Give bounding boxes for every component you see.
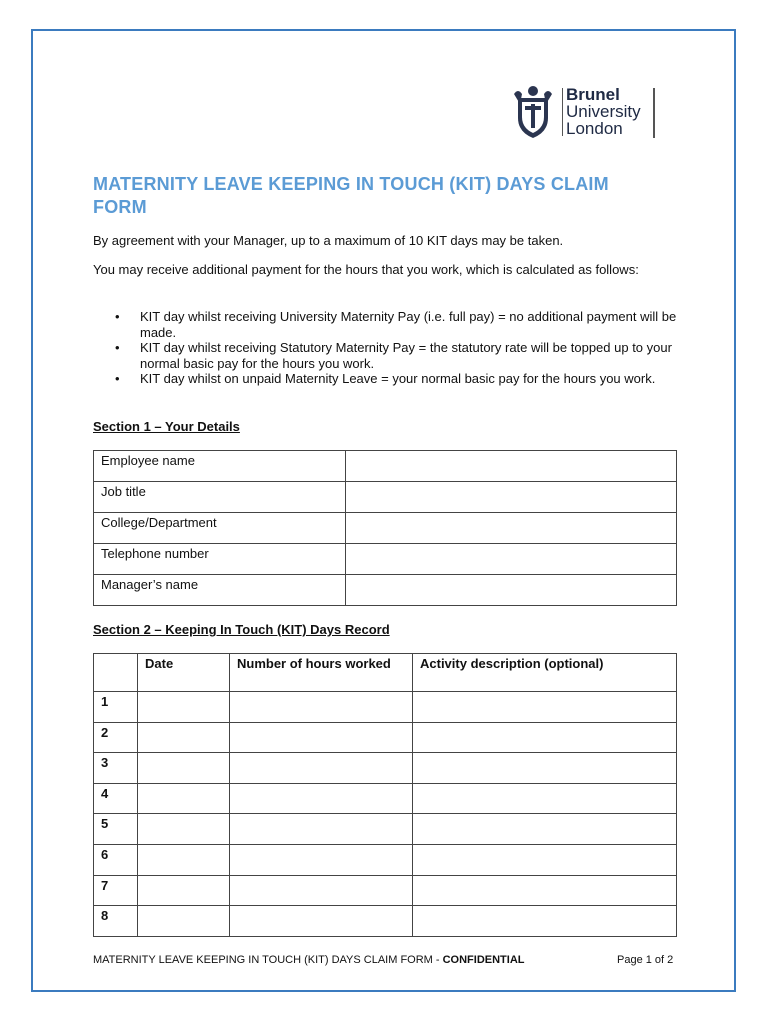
manager-name-field[interactable] bbox=[346, 575, 677, 606]
telephone-field[interactable] bbox=[346, 544, 677, 575]
date-cell[interactable] bbox=[138, 814, 230, 845]
hours-cell[interactable] bbox=[230, 692, 413, 723]
bullet-icon: • bbox=[115, 309, 120, 324]
list-item bbox=[93, 340, 683, 371]
row-number: 3 bbox=[94, 753, 138, 784]
field-label: Employee name bbox=[94, 451, 346, 482]
table-row bbox=[94, 875, 677, 906]
activity-cell[interactable] bbox=[413, 814, 677, 845]
logo-divider-right bbox=[653, 88, 655, 138]
row-number: 2 bbox=[94, 722, 138, 753]
activity-cell[interactable] bbox=[413, 844, 677, 875]
footer-form-name bbox=[93, 954, 525, 966]
table-row bbox=[94, 482, 677, 513]
date-cell[interactable] bbox=[138, 875, 230, 906]
list-item-text: KIT day whilst receiving Statutory Maternity Pay = the statutory rate will be topped up to your normal basic pay for the hours you work. bbox=[140, 340, 672, 371]
university-logo bbox=[508, 84, 658, 144]
table-row bbox=[94, 451, 677, 482]
table-row bbox=[94, 513, 677, 544]
page-number: Page 1 of 2 bbox=[617, 954, 674, 966]
table-row bbox=[94, 544, 677, 575]
employee-name-field[interactable] bbox=[346, 451, 677, 482]
row-number: 5 bbox=[94, 814, 138, 845]
field-label: Manager’s name bbox=[94, 575, 346, 606]
activity-cell[interactable] bbox=[413, 722, 677, 753]
logo-divider bbox=[562, 88, 563, 136]
logo-line2: University bbox=[566, 102, 641, 121]
column-header-number bbox=[94, 654, 138, 692]
date-cell[interactable] bbox=[138, 844, 230, 875]
date-cell[interactable] bbox=[138, 692, 230, 723]
column-header-hours: Number of hours worked bbox=[230, 654, 413, 692]
section1-heading: Section 1 – Your Details bbox=[93, 419, 240, 434]
form-title: MATERNITY LEAVE KEEPING IN TOUCH (KIT) DAYS CLAIM FORM bbox=[93, 174, 609, 217]
date-cell[interactable] bbox=[138, 906, 230, 937]
table-row bbox=[94, 692, 677, 723]
table-row bbox=[94, 753, 677, 784]
column-header-activity: Activity description (optional) bbox=[413, 654, 677, 692]
crest-icon bbox=[512, 84, 554, 140]
bullet-icon: • bbox=[115, 371, 120, 386]
activity-cell[interactable] bbox=[413, 753, 677, 784]
list-item bbox=[93, 371, 683, 387]
date-cell[interactable] bbox=[138, 753, 230, 784]
table-header-row bbox=[94, 654, 677, 692]
footer-text: MATERNITY LEAVE KEEPING IN TOUCH (KIT) DAYS CLAIM FORM - bbox=[93, 954, 443, 966]
date-cell[interactable] bbox=[138, 783, 230, 814]
table-row bbox=[94, 575, 677, 606]
logo-line1: Brunel bbox=[566, 85, 620, 104]
column-header-date: Date bbox=[138, 654, 230, 692]
list-item-text: KIT day whilst receiving University Maternity Pay (i.e. full pay) = no additional payment will be made. bbox=[140, 309, 677, 340]
date-cell[interactable] bbox=[138, 722, 230, 753]
logo-line3: London bbox=[566, 119, 623, 138]
job-title-field[interactable] bbox=[346, 482, 677, 513]
activity-cell[interactable] bbox=[413, 692, 677, 723]
row-number: 8 bbox=[94, 906, 138, 937]
hours-cell[interactable] bbox=[230, 783, 413, 814]
row-number: 4 bbox=[94, 783, 138, 814]
hours-cell[interactable] bbox=[230, 814, 413, 845]
section2-heading: Section 2 – Keeping In Touch (KIT) Days Record bbox=[93, 622, 390, 637]
table-row bbox=[94, 783, 677, 814]
activity-cell[interactable] bbox=[413, 875, 677, 906]
intro-text: By agreement with your Manager, up to a maximum of 10 KIT days may be taken. bbox=[93, 233, 564, 248]
payment-rules-list bbox=[93, 309, 683, 387]
bullet-icon: • bbox=[115, 340, 120, 355]
activity-cell[interactable] bbox=[413, 906, 677, 937]
confidential-label: CONFIDENTIAL bbox=[442, 954, 525, 966]
details-table bbox=[93, 450, 677, 606]
hours-cell[interactable] bbox=[230, 844, 413, 875]
hours-cell[interactable] bbox=[230, 722, 413, 753]
row-number: 7 bbox=[94, 875, 138, 906]
table-row bbox=[94, 722, 677, 753]
hours-cell[interactable] bbox=[230, 753, 413, 784]
row-number: 6 bbox=[94, 844, 138, 875]
table-row bbox=[94, 814, 677, 845]
table-row bbox=[94, 844, 677, 875]
row-number: 1 bbox=[94, 692, 138, 723]
payment-intro-text: You may receive additional payment for the hours that you work, which is calculated as follows: bbox=[93, 262, 639, 277]
hours-cell[interactable] bbox=[230, 906, 413, 937]
department-field[interactable] bbox=[346, 513, 677, 544]
table-row bbox=[94, 906, 677, 937]
activity-cell[interactable] bbox=[413, 783, 677, 814]
field-label: Telephone number bbox=[94, 544, 346, 575]
field-label: College/Department bbox=[94, 513, 346, 544]
list-item bbox=[93, 309, 683, 340]
list-item-text: KIT day whilst on unpaid Maternity Leave = your normal basic pay for the hours you work. bbox=[140, 371, 656, 386]
field-label: Job title bbox=[94, 482, 346, 513]
logo-wordmark bbox=[566, 86, 641, 137]
hours-cell[interactable] bbox=[230, 875, 413, 906]
kit-days-table bbox=[93, 653, 677, 937]
